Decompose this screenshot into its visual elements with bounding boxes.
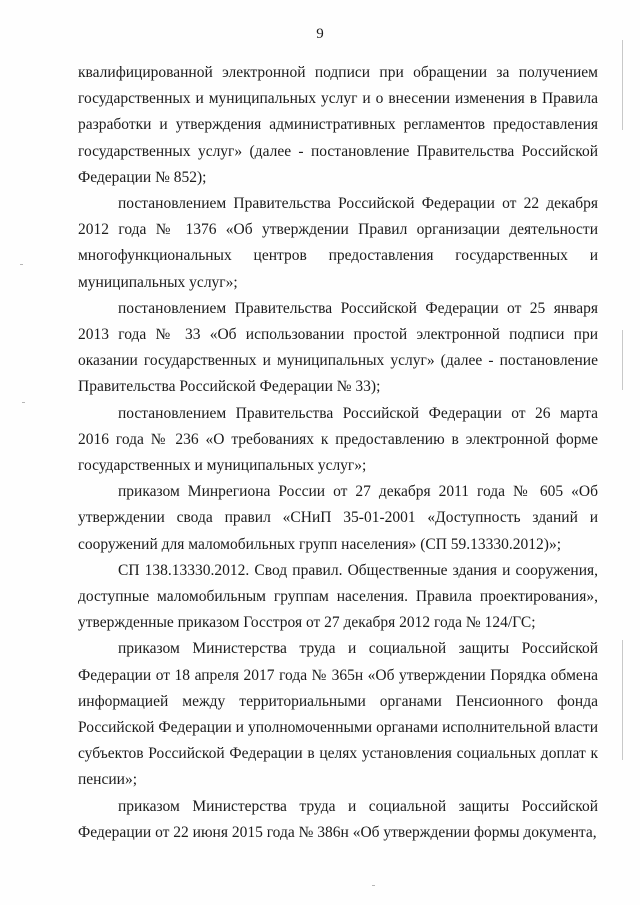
document-body [78, 60, 598, 846]
paragraph-5: приказом Минрегиона России от 27 декабря 2011 года № 605 «Об утверждении свода правил «СНиП 35-01-2001 «Доступность зданий и сооружений для маломобильных групп населения» (СП 59.13330.2012)»; [78, 483, 598, 553]
paragraph-3: постановлением Правительства Российской Федерации от 25 января 2013 года № 33 «Об использовании простой электронной подписи при оказании государственных и муниципальных услуг» (далее - постановление Правительства Российской Федерации № 33); [78, 299, 598, 396]
paragraph-7: приказом Министерства труда и социальной защиты Российской Федерации от 18 апреля 2017 года № 365н «Об утверждении Порядка обмена информацией между территориальными органами Пенсионного фонда Российской Федерации и уполномоченными органами исполнительной власти субъектов Российской Федерации в целях установления социальных доплат к пенсии»; [78, 640, 598, 789]
scan-speck [22, 402, 25, 403]
paragraph-1: квалифицированной электронной подписи при обращении за получением государственных и муниципальных услуг и о внесении изменения в Правила разработки и утверждения административных регламентов предоставления государственных услуг» (далее - постановление Правительства Российской Федерации № 852); [78, 64, 598, 186]
scan-edge-line [622, 640, 623, 760]
paragraph-6: СП 138.13330.2012. Свод правил. Общественные здания и сооружения, доступные маломобильным группам населения. Правила проектирования», утвержденные приказом Госстроя от 27 декабря 2012 года № 124/ГС; [78, 561, 598, 632]
paragraph-2: постановлением Правительства Российской Федерации от 22 декабря 2012 года № 1376 «Об утверждении Правил организации деятельности многофункциональных центров предоставления государственных и муниципальных услуг»; [78, 195, 598, 291]
paragraph-8: приказом Министерства труда и социальной защиты Российской Федерации от 22 июня 2015 года № 386н «Об утверждении формы документа, [78, 797, 598, 841]
scan-edge-line [622, 40, 623, 130]
paragraph-4: постановлением Правительства Российской Федерации от 26 марта 2016 года № 236 «О требованиях к предоставлению в электронной форме государственных и муниципальных услуг»; [78, 404, 598, 475]
scan-speck [372, 885, 375, 886]
page-number: 9 [316, 26, 324, 42]
scan-speck [20, 264, 23, 265]
scan-edge-line [622, 330, 623, 390]
